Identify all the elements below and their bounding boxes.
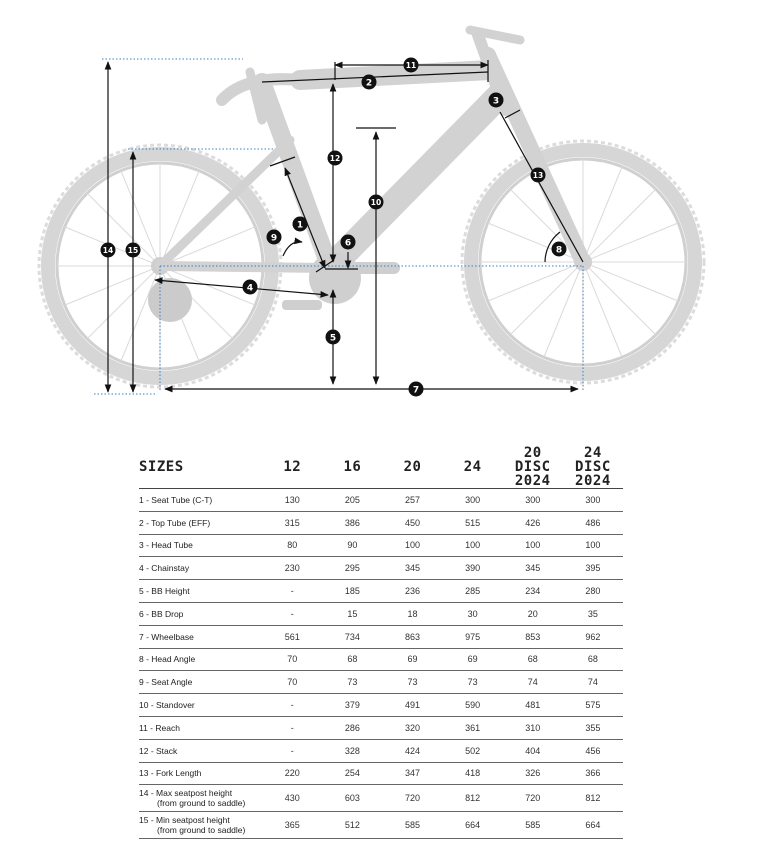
cell-value: 365 bbox=[262, 812, 322, 839]
table-row bbox=[139, 580, 623, 603]
header-text: 20 bbox=[403, 459, 422, 475]
table-row bbox=[139, 557, 623, 580]
marker-8 bbox=[552, 242, 567, 257]
cell-value: 205 bbox=[322, 489, 382, 512]
cell-value: 962 bbox=[563, 625, 623, 648]
row-label: 6 - BB Drop bbox=[139, 602, 262, 625]
cell-value: 35 bbox=[563, 602, 623, 625]
cell-value: 257 bbox=[382, 489, 442, 512]
table-header-row bbox=[139, 446, 623, 489]
cell-value: 366 bbox=[563, 762, 623, 785]
cell-value: 68 bbox=[503, 648, 563, 671]
table-row bbox=[139, 762, 623, 785]
cell-value: 486 bbox=[563, 511, 623, 534]
cell-value: 512 bbox=[322, 812, 382, 839]
header-size-3 bbox=[382, 446, 442, 489]
header-size-4 bbox=[443, 446, 503, 489]
marker-9 bbox=[267, 230, 282, 245]
cell-value: - bbox=[262, 716, 322, 739]
row-label: 13 - Fork Length bbox=[139, 762, 262, 785]
cell-value: 185 bbox=[322, 580, 382, 603]
cell-value: 74 bbox=[503, 671, 563, 694]
cell-value: 863 bbox=[382, 625, 442, 648]
marker-12 bbox=[328, 151, 343, 166]
cell-value: 300 bbox=[443, 489, 503, 512]
cell-value: 561 bbox=[262, 625, 322, 648]
row-label: 5 - BB Height bbox=[139, 580, 262, 603]
cell-value: 326 bbox=[503, 762, 563, 785]
cell-value: 812 bbox=[443, 785, 503, 812]
cell-value: 404 bbox=[503, 739, 563, 762]
row-label: 9 - Seat Angle bbox=[139, 671, 262, 694]
cell-value: 68 bbox=[563, 648, 623, 671]
cell-value: 345 bbox=[503, 557, 563, 580]
cell-value: 456 bbox=[563, 739, 623, 762]
cell-value: 975 bbox=[443, 625, 503, 648]
svg-text:10: 10 bbox=[370, 198, 382, 207]
marker-1 bbox=[293, 217, 308, 232]
svg-text:9: 9 bbox=[270, 233, 278, 244]
table-row bbox=[139, 694, 623, 717]
marker-2 bbox=[362, 75, 377, 90]
marker-7 bbox=[409, 382, 424, 397]
header-size-1 bbox=[262, 446, 322, 489]
cell-value: 300 bbox=[503, 489, 563, 512]
cell-value: 585 bbox=[382, 812, 442, 839]
cell-value: - bbox=[262, 602, 322, 625]
table-row bbox=[139, 716, 623, 739]
row-label: 11 - Reach bbox=[139, 716, 262, 739]
cell-value: 280 bbox=[563, 580, 623, 603]
table-row bbox=[139, 671, 623, 694]
cell-value: 100 bbox=[563, 534, 623, 557]
table-row bbox=[139, 625, 623, 648]
table-row bbox=[139, 812, 623, 839]
cell-value: 285 bbox=[443, 580, 503, 603]
marker-13 bbox=[531, 168, 546, 183]
cell-value: 70 bbox=[262, 648, 322, 671]
svg-text:4: 4 bbox=[246, 283, 254, 294]
cell-value: 315 bbox=[262, 511, 322, 534]
table-body bbox=[139, 489, 623, 839]
cell-value: 295 bbox=[322, 557, 382, 580]
bike-geometry-diagram bbox=[0, 0, 771, 420]
svg-text:7: 7 bbox=[412, 385, 420, 396]
marker-6 bbox=[341, 235, 356, 250]
svg-text:1: 1 bbox=[296, 220, 304, 231]
svg-text:11: 11 bbox=[405, 61, 417, 70]
svg-text:12: 12 bbox=[329, 154, 341, 163]
cell-value: 73 bbox=[382, 671, 442, 694]
header-text: 2024 bbox=[514, 473, 551, 489]
svg-text:2: 2 bbox=[365, 78, 373, 89]
cell-value: 390 bbox=[443, 557, 503, 580]
header-text: 20 DISC bbox=[514, 445, 551, 475]
cell-value: 230 bbox=[262, 557, 322, 580]
cell-value: 515 bbox=[443, 511, 503, 534]
cell-value: 69 bbox=[382, 648, 442, 671]
cell-value: 355 bbox=[563, 716, 623, 739]
marker-15 bbox=[126, 243, 141, 258]
marker-4 bbox=[243, 280, 258, 295]
svg-text:5: 5 bbox=[329, 333, 337, 344]
cell-value: 575 bbox=[563, 694, 623, 717]
header-text: SIZES bbox=[139, 459, 184, 475]
cell-value: 450 bbox=[382, 511, 442, 534]
row-label: 10 - Standover bbox=[139, 694, 262, 717]
cell-value: 80 bbox=[262, 534, 322, 557]
table-row bbox=[139, 511, 623, 534]
cell-value: 386 bbox=[322, 511, 382, 534]
header-text: 24 bbox=[463, 459, 482, 475]
cell-value: 68 bbox=[322, 648, 382, 671]
svg-text:6: 6 bbox=[344, 238, 352, 249]
table-row bbox=[139, 648, 623, 671]
cell-value: 15 bbox=[322, 602, 382, 625]
cell-value: 320 bbox=[382, 716, 442, 739]
cell-value: 664 bbox=[563, 812, 623, 839]
cell-value: 418 bbox=[443, 762, 503, 785]
cell-value: 361 bbox=[443, 716, 503, 739]
row-label: 4 - Chainstay bbox=[139, 557, 262, 580]
cell-value: 853 bbox=[503, 625, 563, 648]
marker-5 bbox=[326, 330, 341, 345]
cell-value: 424 bbox=[382, 739, 442, 762]
svg-text:13: 13 bbox=[532, 171, 544, 180]
cell-value: 220 bbox=[262, 762, 322, 785]
marker-10 bbox=[369, 195, 384, 210]
cell-value: 426 bbox=[503, 511, 563, 534]
cell-value: 20 bbox=[503, 602, 563, 625]
header-size-6 bbox=[563, 446, 623, 489]
cell-value: 491 bbox=[382, 694, 442, 717]
row-label: 1 - Seat Tube (C-T) bbox=[139, 489, 262, 512]
marker-14 bbox=[101, 243, 116, 258]
cell-value: 234 bbox=[503, 580, 563, 603]
svg-text:14: 14 bbox=[102, 246, 114, 255]
header-sizes bbox=[139, 446, 262, 489]
cell-value: 70 bbox=[262, 671, 322, 694]
cell-value: 379 bbox=[322, 694, 382, 717]
row-label: 7 - Wheelbase bbox=[139, 625, 262, 648]
table-row bbox=[139, 534, 623, 557]
cell-value: 90 bbox=[322, 534, 382, 557]
header-size-2 bbox=[322, 446, 382, 489]
header-size-5 bbox=[503, 446, 563, 489]
cell-value: 69 bbox=[443, 648, 503, 671]
cell-value: 812 bbox=[563, 785, 623, 812]
cell-value: 481 bbox=[503, 694, 563, 717]
row-label: 15 - Min seatpost height (from ground to saddle) bbox=[139, 812, 262, 839]
cell-value: 590 bbox=[443, 694, 503, 717]
cell-value: 395 bbox=[563, 557, 623, 580]
row-label: 12 - Stack bbox=[139, 739, 262, 762]
header-text: 24 DISC bbox=[575, 445, 611, 475]
cell-value: 328 bbox=[322, 739, 382, 762]
cell-value: 100 bbox=[503, 534, 563, 557]
cell-value: 73 bbox=[443, 671, 503, 694]
cell-value: 585 bbox=[503, 812, 563, 839]
cell-value: 734 bbox=[322, 625, 382, 648]
cell-value: 254 bbox=[322, 762, 382, 785]
header-text: 12 bbox=[283, 459, 302, 475]
cell-value: 720 bbox=[503, 785, 563, 812]
header-text: 16 bbox=[343, 459, 362, 475]
svg-text:8: 8 bbox=[555, 245, 563, 256]
cell-value: - bbox=[262, 580, 322, 603]
cell-value: 286 bbox=[322, 716, 382, 739]
cell-value: 300 bbox=[563, 489, 623, 512]
cell-value: 18 bbox=[382, 602, 442, 625]
cell-value: - bbox=[262, 739, 322, 762]
cell-value: 130 bbox=[262, 489, 322, 512]
row-label: 3 - Head Tube bbox=[139, 534, 262, 557]
table-row bbox=[139, 739, 623, 762]
marker-11 bbox=[404, 58, 419, 73]
table-row bbox=[139, 602, 623, 625]
row-label: 14 - Max seatpost height (from ground to saddle) bbox=[139, 785, 262, 812]
cell-value: 720 bbox=[382, 785, 442, 812]
cell-value: 74 bbox=[563, 671, 623, 694]
cell-value: 347 bbox=[382, 762, 442, 785]
cell-value: 603 bbox=[322, 785, 382, 812]
row-label: 8 - Head Angle bbox=[139, 648, 262, 671]
cell-value: 345 bbox=[382, 557, 442, 580]
cell-value: 310 bbox=[503, 716, 563, 739]
svg-text:15: 15 bbox=[127, 246, 139, 255]
cell-value: 30 bbox=[443, 602, 503, 625]
cell-value: 502 bbox=[443, 739, 503, 762]
cell-value: - bbox=[262, 694, 322, 717]
cell-value: 100 bbox=[443, 534, 503, 557]
header-text: 2024 bbox=[575, 473, 611, 489]
cell-value: 73 bbox=[322, 671, 382, 694]
svg-text:3: 3 bbox=[492, 96, 500, 107]
row-label: 2 - Top Tube (EFF) bbox=[139, 511, 262, 534]
table-row bbox=[139, 489, 623, 512]
cell-value: 664 bbox=[443, 812, 503, 839]
cell-value: 430 bbox=[262, 785, 322, 812]
geometry-table bbox=[139, 446, 623, 839]
cell-value: 100 bbox=[382, 534, 442, 557]
cell-value: 236 bbox=[382, 580, 442, 603]
table-row bbox=[139, 785, 623, 812]
marker-3 bbox=[489, 93, 504, 108]
